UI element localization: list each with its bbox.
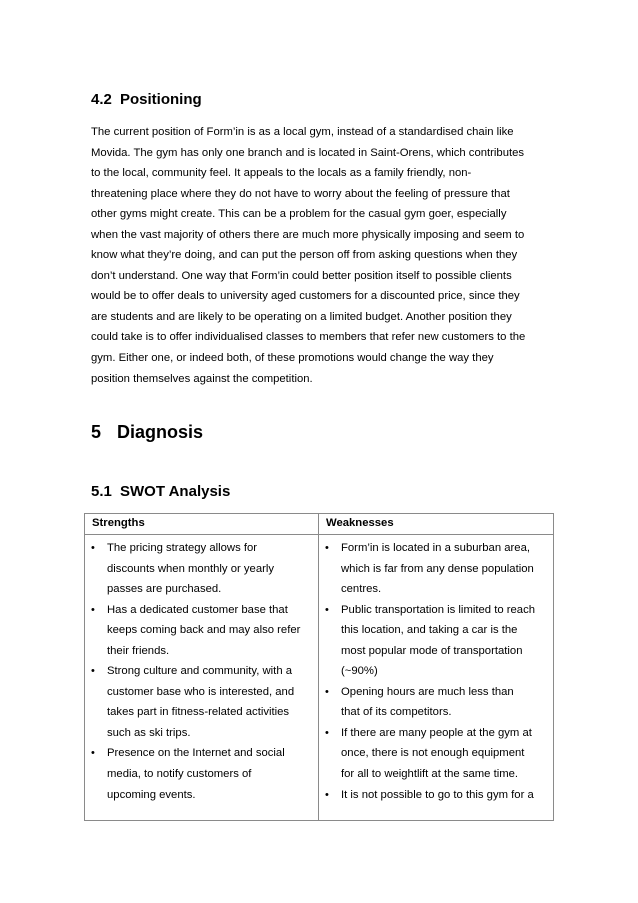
- section-title: Diagnosis: [117, 422, 204, 442]
- section-number: 4.2: [91, 91, 112, 108]
- positioning-paragraph: [91, 122, 549, 389]
- item-line: Presence on the Internet and social: [107, 747, 285, 760]
- strength-item: [85, 538, 318, 600]
- paragraph-line: would be to offer deals to university aged customers for a discounted price, since they: [91, 290, 520, 303]
- weaknesses-header: Weaknesses: [319, 514, 554, 535]
- item-line: this location, and taking a car is the: [341, 624, 518, 637]
- paragraph-line: Movida. The gym has only one branch and is located in Saint-Orens, which contributes: [91, 146, 525, 159]
- item-line: If there are many people at the gym at: [341, 726, 532, 739]
- weaknesses-cell: [319, 535, 554, 821]
- strength-item: [85, 600, 318, 662]
- swot-header-row: [85, 514, 554, 535]
- bullet-icon: •: [91, 603, 95, 616]
- item-line: (~90%): [341, 665, 378, 678]
- bullet-icon: •: [325, 685, 329, 698]
- item-line: Form’in is located in a suburban area,: [341, 542, 531, 554]
- item-line: Public transportation is limited to reach: [341, 603, 536, 616]
- item-line: their friends.: [107, 644, 170, 657]
- section-number: 5: [91, 422, 102, 442]
- item-line: Strong culture and community, with a: [107, 665, 293, 678]
- item-line: customer base who is interested, and: [107, 685, 295, 698]
- bullet-icon: •: [91, 665, 95, 678]
- strengths-list: [85, 535, 318, 805]
- paragraph-line: position themselves against the competition.: [91, 372, 313, 385]
- item-line: upcoming events.: [107, 788, 196, 801]
- item-line: that of its competitors.: [341, 706, 452, 719]
- paragraph-line: could take is to offer individualised classes to members that refer new customers to the: [91, 331, 526, 344]
- item-line: Opening hours are much less than: [341, 685, 514, 698]
- item-line: media, to notify customers of: [107, 768, 252, 781]
- item-line: keeps coming back and may also refer: [107, 624, 301, 637]
- paragraph-line: are students and are likely to be operating on a limited budget. Another position they: [91, 310, 512, 323]
- swot-body-row: [85, 535, 554, 821]
- weakness-item: [319, 723, 553, 785]
- item-line: centres.: [341, 583, 382, 596]
- section-heading-5-1: [91, 483, 230, 500]
- strength-item: [85, 743, 318, 805]
- item-line: discounts when monthly or yearly: [107, 562, 275, 575]
- bullet-icon: •: [325, 542, 329, 554]
- paragraph-line: other gyms might create. This can be a problem for the casual gym goer, especially: [91, 208, 507, 221]
- item-line: takes part in fitness-related activities: [107, 706, 290, 719]
- swot-table: [84, 513, 554, 821]
- weakness-item: [319, 682, 553, 723]
- paragraph-line: don’t understand. One way that Form’in could better position itself to possible clients: [91, 269, 512, 282]
- strengths-header: Strengths: [85, 514, 319, 535]
- strength-item: [85, 661, 318, 743]
- item-line: such as ski trips.: [107, 726, 191, 739]
- item-line: passes are purchased.: [107, 583, 222, 596]
- paragraph-line: when the vast majority of others there are much more physically imposing and seem to: [91, 228, 525, 241]
- item-line: for all to weightlift at the same time.: [341, 768, 519, 781]
- paragraph-line: threatening place where they do not have to worry about the feeling of pressure that: [91, 187, 510, 200]
- bullet-icon: •: [325, 603, 329, 616]
- strengths-cell: [85, 535, 319, 821]
- bullet-icon: •: [325, 726, 329, 739]
- item-line: Has a dedicated customer base that: [107, 603, 288, 616]
- item-line: which is far from any dense population: [341, 562, 534, 575]
- paragraph-line: know what they’re doing, and can put the person off from asking questions when they: [91, 249, 518, 262]
- weakness-item: [319, 785, 553, 806]
- section-heading-4-2: [91, 91, 202, 108]
- weaknesses-list: [319, 535, 553, 805]
- item-line: once, there is not enough equipment: [341, 747, 525, 760]
- item-line: most popular mode of transportation: [341, 644, 523, 657]
- paragraph-line: The current position of Form’in is as a local gym, instead of a standardised chain like: [91, 126, 514, 138]
- section-heading-5: [91, 422, 203, 443]
- item-line: The pricing strategy allows for: [107, 542, 258, 554]
- weakness-item: [319, 538, 553, 600]
- section-title: Positioning: [120, 91, 202, 108]
- section-number: 5.1: [91, 483, 112, 500]
- bullet-icon: •: [325, 788, 329, 801]
- paragraph-line: gym. Either one, or indeed both, of these promotions would change the way they: [91, 352, 494, 365]
- paragraph-line: to the local, community feel. It appeals to the locals as a family friendly, non-: [91, 167, 472, 180]
- item-line: It is not possible to go to this gym for a: [341, 788, 534, 801]
- weakness-item: [319, 600, 553, 682]
- bullet-icon: •: [91, 542, 95, 554]
- bullet-icon: •: [91, 747, 95, 760]
- section-title: SWOT Analysis: [120, 483, 231, 500]
